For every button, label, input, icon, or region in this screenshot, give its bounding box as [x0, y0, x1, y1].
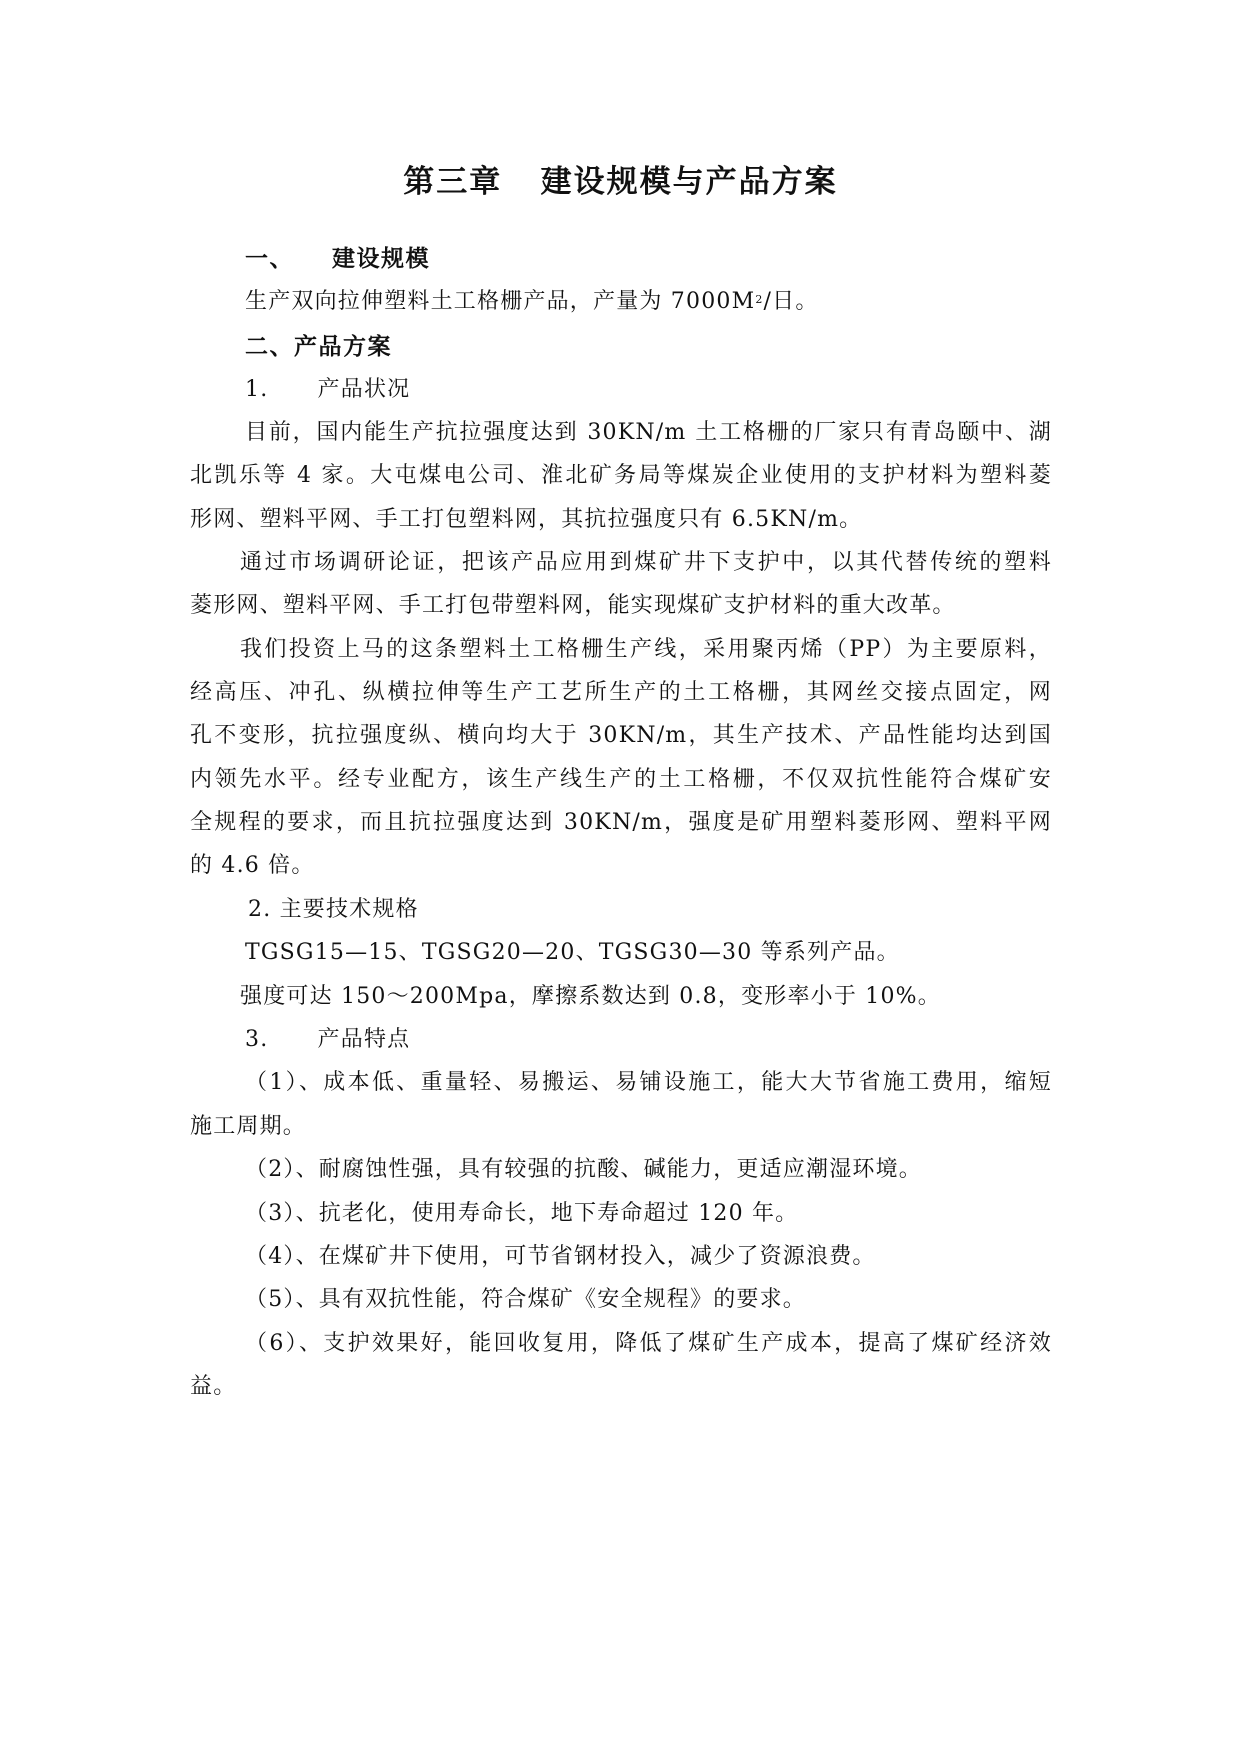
feature-item: （4）、在煤矿井下使用，可节省钢材投入，减少了资源浪费。	[245, 1244, 876, 1269]
subheading-product-features: 3. 产品特点	[245, 1027, 411, 1052]
spec-line-series: TGSG15—15、TGSG20—20、TGSG30—30 等系列产品。	[245, 940, 900, 965]
subheading-product-status: 1. 产品状况	[245, 377, 411, 402]
scale-text-main: 生产双向拉伸塑料土工格栅产品，产量为 7000M	[245, 289, 756, 314]
paragraph-line: 孔不变形，抗拉强度纵、横向均大于 30KN/m，其生产技术、产品性能均达到国	[190, 723, 1052, 748]
paragraph-line: 经高压、冲孔、纵横拉伸等生产工艺所生产的土工格栅，其网丝交接点固定，网	[190, 680, 1052, 705]
paragraph-line: 的 4.6 倍。	[190, 853, 315, 878]
paragraph-line: 北凯乐等 4 家。大屯煤电公司、淮北矿务局等煤炭企业使用的支护材料为塑料菱	[190, 463, 1052, 488]
subheading-tech-specs: 2. 主要技术规格	[248, 897, 419, 922]
feature-item: （6）、支护效果好，能回收复用，降低了煤矿生产成本，提高了煤矿经济效	[245, 1331, 1052, 1356]
feature-item-continuation: 益。	[190, 1374, 237, 1399]
feature-item: （1）、成本低、重量轻、易搬运、易铺设施工，能大大节省施工费用，缩短	[245, 1070, 1052, 1095]
feature-item-continuation: 施工周期。	[190, 1114, 307, 1139]
section-heading-scale: 一、 建设规模	[245, 245, 431, 272]
spec-line-strength: 强度可达 150～200Mpa，摩擦系数达到 0.8，变形率小于 10%。	[240, 984, 941, 1009]
scale-statement	[245, 286, 819, 318]
paragraph-line: 形网、塑料平网、手工打包塑料网，其抗拉强度只有 6.5KN/m。	[190, 507, 863, 532]
scale-text-superscript: 2	[755, 293, 764, 306]
feature-item: （3）、抗老化，使用寿命长，地下寿命超过 120 年。	[245, 1201, 799, 1226]
chapter-title: 第三章 建设规模与产品方案	[403, 164, 838, 200]
feature-item: （5）、具有双抗性能，符合煤矿《安全规程》的要求。	[245, 1287, 806, 1312]
paragraph-line: 通过市场调研论证，把该产品应用到煤矿井下支护中，以其代替传统的塑料	[240, 550, 1052, 575]
paragraph-line: 菱形网、塑料平网、手工打包带塑料网，能实现煤矿支护材料的重大改革。	[190, 593, 956, 618]
feature-item: （2）、耐腐蚀性强，具有较强的抗酸、碱能力，更适应潮湿环境。	[245, 1157, 922, 1182]
paragraph-line: 内领先水平。经专业配方，该生产线生产的土工格栅，不仅双抗性能符合煤矿安	[190, 767, 1052, 792]
section-heading-products: 二、产品方案	[245, 333, 392, 360]
paragraph-line: 全规程的要求，而且抗拉强度达到 30KN/m，强度是矿用塑料菱形网、塑料平网	[190, 810, 1052, 835]
scale-text-unit: /日。	[763, 289, 819, 314]
paragraph-line: 我们投资上马的这条塑料土工格栅生产线，采用聚丙烯（PP）为主要原料，	[240, 637, 1052, 662]
paragraph-line: 目前，国内能生产抗拉强度达到 30KN/m 土工格栅的厂家只有青岛颐中、湖	[245, 420, 1052, 445]
